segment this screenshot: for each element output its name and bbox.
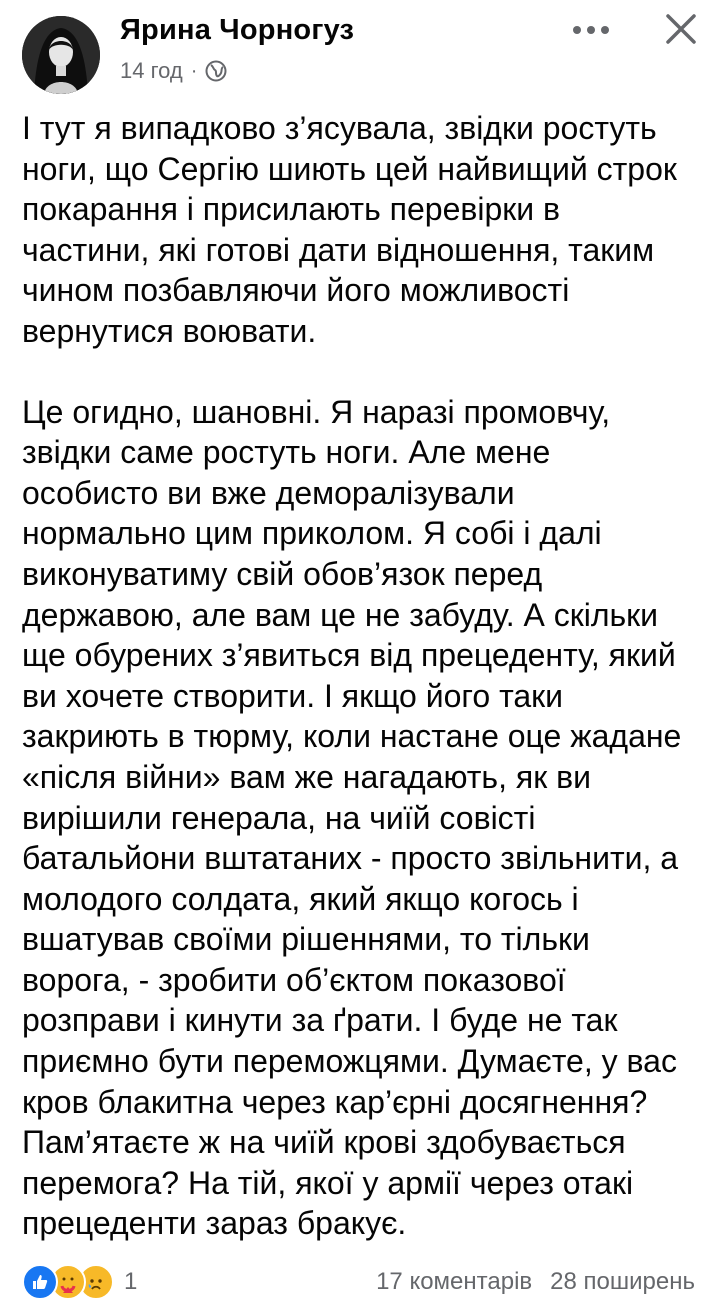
author-name[interactable]: Ярина Чорногуз bbox=[120, 14, 355, 46]
post-text bbox=[22, 108, 702, 1244]
post-time[interactable]: 14 год bbox=[120, 58, 183, 83]
more-options-button[interactable] bbox=[566, 10, 616, 50]
post-paragraph-1: І тут я випадково з’ясувала, звідки ростуть ноги, що Сергію шиють цей найвищий строк покарання і присилають перевірки в частини, які готові дати відношення, таким чином позбавляючи його можливості вернутися воювати. bbox=[22, 110, 677, 349]
reaction-count[interactable]: 1 bbox=[124, 1268, 138, 1295]
reactions-summary[interactable] bbox=[22, 1262, 137, 1302]
post-meta bbox=[120, 58, 227, 84]
shares-count[interactable]: 28 поширень bbox=[550, 1268, 695, 1295]
avatar[interactable] bbox=[22, 16, 100, 94]
comments-count[interactable]: 17 коментарів bbox=[376, 1268, 533, 1295]
like-reaction-icon bbox=[22, 1264, 58, 1300]
ellipsis-icon bbox=[571, 25, 611, 35]
post-footer bbox=[0, 1262, 719, 1306]
engagement-counts bbox=[376, 1268, 695, 1296]
post-paragraph-2: Це огидно, шановні. Я наразі промовчу, звідки саме ростуть ноги. Але мене особисто ви вже деморалізували нормально цим приколом. Я собі і далі виконуватиму свій обов’язок перед державою, але вам це не забуду. А скільки ще обурених з’явиться від прецеденту, який ви хочете створити. І якщо його таки закриють в тюрму, коли настане оце жадане «після війни» вам же нагадають, як ви вирішили генерала, на чиїй совісті батальйони вштатаних - просто звільнити, а молодого солдата, який якщо когось і вшатував своїми рішеннями, то тільки ворога, - зробити об’єктом показової розправи і кинути за ґрати. І буде не так приємно бути переможцями. Думаєте, у вас кров блакитна через кар’єрні досягнення? Пам’ятаєте ж на чиїй крові здобувається перемога? На тій, якої у армії через отакі прецеденти зараз бракує. bbox=[22, 393, 682, 1242]
meta-separator: · bbox=[190, 59, 198, 82]
close-icon bbox=[665, 13, 697, 45]
post-header bbox=[0, 0, 719, 100]
globe-icon[interactable] bbox=[205, 60, 227, 82]
avatar-photo bbox=[22, 16, 100, 94]
close-button[interactable] bbox=[656, 6, 706, 52]
